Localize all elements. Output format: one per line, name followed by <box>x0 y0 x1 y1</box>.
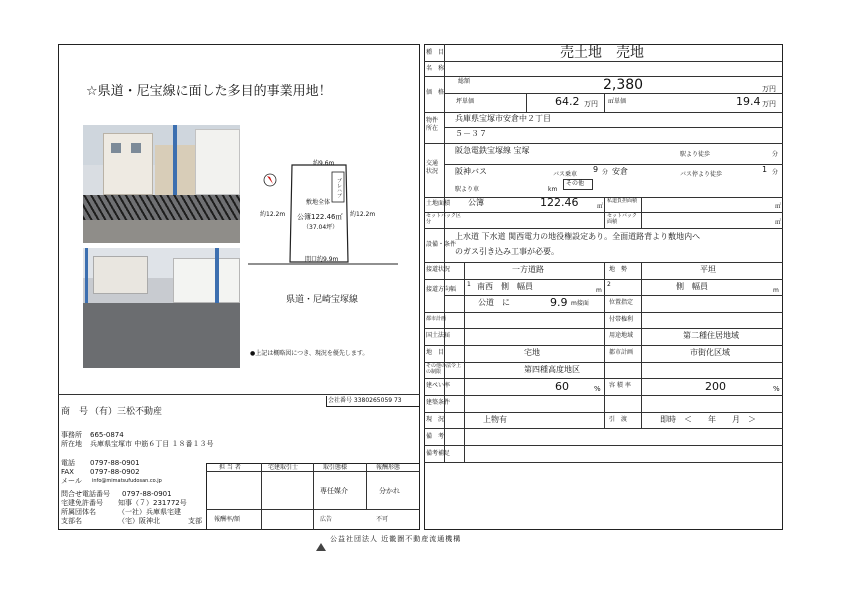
private-road-label: 私道負担面積 <box>607 198 638 204</box>
category-label: 種 目 <box>426 49 445 56</box>
sqm-price: 19.4 <box>736 95 761 108</box>
branch-suffix: 支部 <box>188 517 202 525</box>
staff-header-mode: 取引態様 <box>323 464 348 471</box>
footer-association: 公益社団法人 近畿圏不動産流通機構 <box>330 535 462 543</box>
map-lot-title: 敷地全体 <box>306 199 331 206</box>
station-walk-label: 駅より徒歩 <box>680 151 711 158</box>
road-no-2: 2 <box>607 281 611 288</box>
map-road-name: 県道・尼崎宝塚線 <box>286 295 359 305</box>
city-plan-value: 市街化区域 <box>690 348 730 357</box>
land-area-unit: ㎡ <box>597 203 604 210</box>
map-lot-area: 公簿122.46㎡ <box>297 213 343 221</box>
facility-line2: のガス引き込み工事が必要。 <box>455 247 559 256</box>
staff-header-agent: 宅建取引士 <box>268 464 299 471</box>
city-plan-label: 都市計画 <box>609 349 634 356</box>
map-width-top: 約9.6m <box>313 160 335 167</box>
build-cond-label: 建築条件 <box>426 399 451 406</box>
terrain-value: 平坦 <box>700 265 716 274</box>
location-label: 物件所在 <box>426 117 439 132</box>
price-unit: 万円 <box>762 85 776 93</box>
facility-line1: 上水道 下水道 関西電力の地役権設定あり。全面道路背より敷地内へ <box>455 232 701 241</box>
assoc: （一社）兵庫県宅建 <box>118 508 181 516</box>
urban-label: 都市計画 <box>426 316 447 322</box>
tsubo-price: 64.2 <box>555 95 580 108</box>
trade-name: （有）三松不動産 <box>90 407 163 417</box>
staff-header-person: 担 当 者 <box>219 464 241 471</box>
traffic-label: 交通状況 <box>426 160 439 175</box>
license: 知事（７）231772号 <box>118 499 187 507</box>
left-divider <box>58 394 420 395</box>
address-label: 所在地 <box>61 440 82 448</box>
property-photo-street <box>83 125 240 243</box>
km-unit: km <box>548 186 558 193</box>
tsubo-price-label: 坪単価 <box>456 98 475 105</box>
restriction-label: その他の法令上の制限 <box>426 363 462 375</box>
zip-code: 665-0874 <box>90 431 124 439</box>
train-line: 阪急電鉄宝塚線 宝塚 <box>455 146 530 155</box>
land-area-label: 土地面積 <box>426 200 451 207</box>
status-label: 現 況 <box>426 416 445 423</box>
sqm-unit: 万円 <box>762 100 776 108</box>
map-lot-tsubo: （37.04坪） <box>303 224 339 231</box>
status-value: 上物有 <box>483 415 507 424</box>
min-unit-3: 分 <box>772 169 779 176</box>
headline: ☆県道・尼宝線に面した多目的事業用地！ <box>86 84 332 99</box>
road-type: 公道 に <box>478 298 510 307</box>
tel: 0797-88-0901 <box>90 459 140 467</box>
map-depth-left: 約12.2m <box>260 211 286 218</box>
road-direction-2: 側 幅員 <box>676 282 708 291</box>
bcr-unit: % <box>594 385 601 393</box>
delivery-label: 引 渡 <box>609 416 628 423</box>
delivery-value: 即時 ＜ 年 月 ＞ <box>660 415 756 424</box>
location-line2: ５－３７ <box>455 129 487 138</box>
ad-label: 広告 <box>320 516 333 523</box>
bus-ride-min: 9 <box>593 165 599 174</box>
map-depth-right: 約12.2m <box>350 211 376 218</box>
supplement-label: 備考補足 <box>426 450 451 457</box>
road-frontage-unit: m接面 <box>571 300 589 307</box>
zone-value: 第二種住居地域 <box>683 331 739 340</box>
land-register-label: 公簿 <box>468 198 484 207</box>
license-label: 宅建免許番号 <box>61 499 103 507</box>
far-unit: % <box>773 385 780 393</box>
bus-walk-min: 1 <box>762 165 768 174</box>
association-logo-icon <box>316 536 326 544</box>
map-note: ●上記は概略図につき、現況を優先します。 <box>250 350 369 357</box>
tsubo-unit: 万円 <box>584 100 598 108</box>
site-map <box>248 150 418 350</box>
address: 兵庫県宝塚市 中筋６丁目 １８番１３号 <box>90 440 214 448</box>
inquiry-label: 問合せ電話番号 <box>61 490 110 498</box>
license-number: 会社番号 3380265059 73 <box>328 397 402 404</box>
bcr-label: 建ぺい率 <box>426 382 451 389</box>
road-frontage: 9.9 <box>550 296 568 309</box>
transaction-mode: 専任媒介 <box>320 487 348 495</box>
fax: 0797-88-0902 <box>90 468 140 476</box>
access-label: 接道状況 <box>426 266 451 273</box>
setback-label: セットバック区分 <box>426 213 461 225</box>
setback-area-label: セットバック面積 <box>607 213 637 225</box>
office-label: 事務所 <box>61 431 82 439</box>
bcr-value: 60 <box>555 380 569 393</box>
land-area: 122.46 <box>540 196 579 209</box>
branch: （宅）阪神北 <box>118 517 160 525</box>
min-unit-2: 分 <box>602 169 609 176</box>
category2-value: 宅地 <box>524 348 540 357</box>
site-map-svg <box>248 150 418 350</box>
bus-stop: 安倉 <box>612 167 628 176</box>
reward-label: 報酬率/額 <box>214 516 241 523</box>
road-no-1: 1 <box>467 281 471 288</box>
sqm-price-label: ㎡単価 <box>608 98 627 105</box>
terrain-label: 地 勢 <box>609 266 628 273</box>
zone-label: 用途地域 <box>609 332 634 339</box>
fax-label: FAX <box>61 468 74 476</box>
location-line1: 兵庫県宝塚市安倉中２丁目 <box>455 114 551 123</box>
map-prefab: プレハブ <box>336 178 342 198</box>
map-frontage: 間口約9.9m <box>305 256 339 263</box>
land-rights-label: 付帯権利 <box>609 316 634 323</box>
ad-value: 不可 <box>376 516 389 523</box>
category2-label: 地 目 <box>426 349 445 356</box>
category-value: 売土地 売地 <box>560 45 644 61</box>
remarks-label: 備 考 <box>426 433 445 440</box>
bus-ride-label: バス乗車 <box>553 171 578 178</box>
road-direction-1: 南西 側 幅員 <box>477 282 533 291</box>
inquiry-tel: 0797-88-0901 <box>122 490 172 498</box>
far-value: 200 <box>705 380 726 393</box>
assoc-label: 所属団体名 <box>61 508 96 516</box>
car-label: 駅より車 <box>455 186 480 193</box>
trade-name-label: 商 号 <box>61 407 89 417</box>
name-label: 名 称 <box>426 65 445 72</box>
other-label: その他 <box>566 180 585 187</box>
staff-header-fee: 報酬形態 <box>376 464 401 471</box>
mail[interactable]: info@mimatsufudosan.co.jp <box>92 478 162 484</box>
property-photo-lot <box>83 248 240 368</box>
access-value: 一方道路 <box>512 265 544 274</box>
min-unit-1: 分 <box>772 151 779 158</box>
price-label: 価 格 <box>426 89 445 96</box>
setback-area-unit: ㎡ <box>775 219 782 226</box>
bus-walk-label: バス停より徒歩 <box>680 171 723 178</box>
mail-label: メール <box>61 477 82 485</box>
bus-company: 阪神バス <box>455 167 487 176</box>
private-road-unit: ㎡ <box>775 203 782 210</box>
facility-label: 設備・条件 <box>426 241 457 248</box>
tel-label: 電話 <box>61 459 75 467</box>
far-label: 容 積 率 <box>609 382 631 389</box>
fee-type: 分かれ <box>379 487 400 495</box>
restriction-value: 第四種高度地区 <box>524 365 580 374</box>
price-value: 2,380 <box>603 77 644 93</box>
position-label: 位置指定 <box>609 299 634 306</box>
road-width-unit-2: m <box>773 287 779 294</box>
branch-label: 支部名 <box>61 517 82 525</box>
road-direction-label: 接道方向幅 <box>426 286 457 293</box>
road-width-unit-1: m <box>596 287 602 294</box>
price-sub-label: 総額 <box>458 78 471 85</box>
land-law-label: 国土法届 <box>426 332 451 339</box>
